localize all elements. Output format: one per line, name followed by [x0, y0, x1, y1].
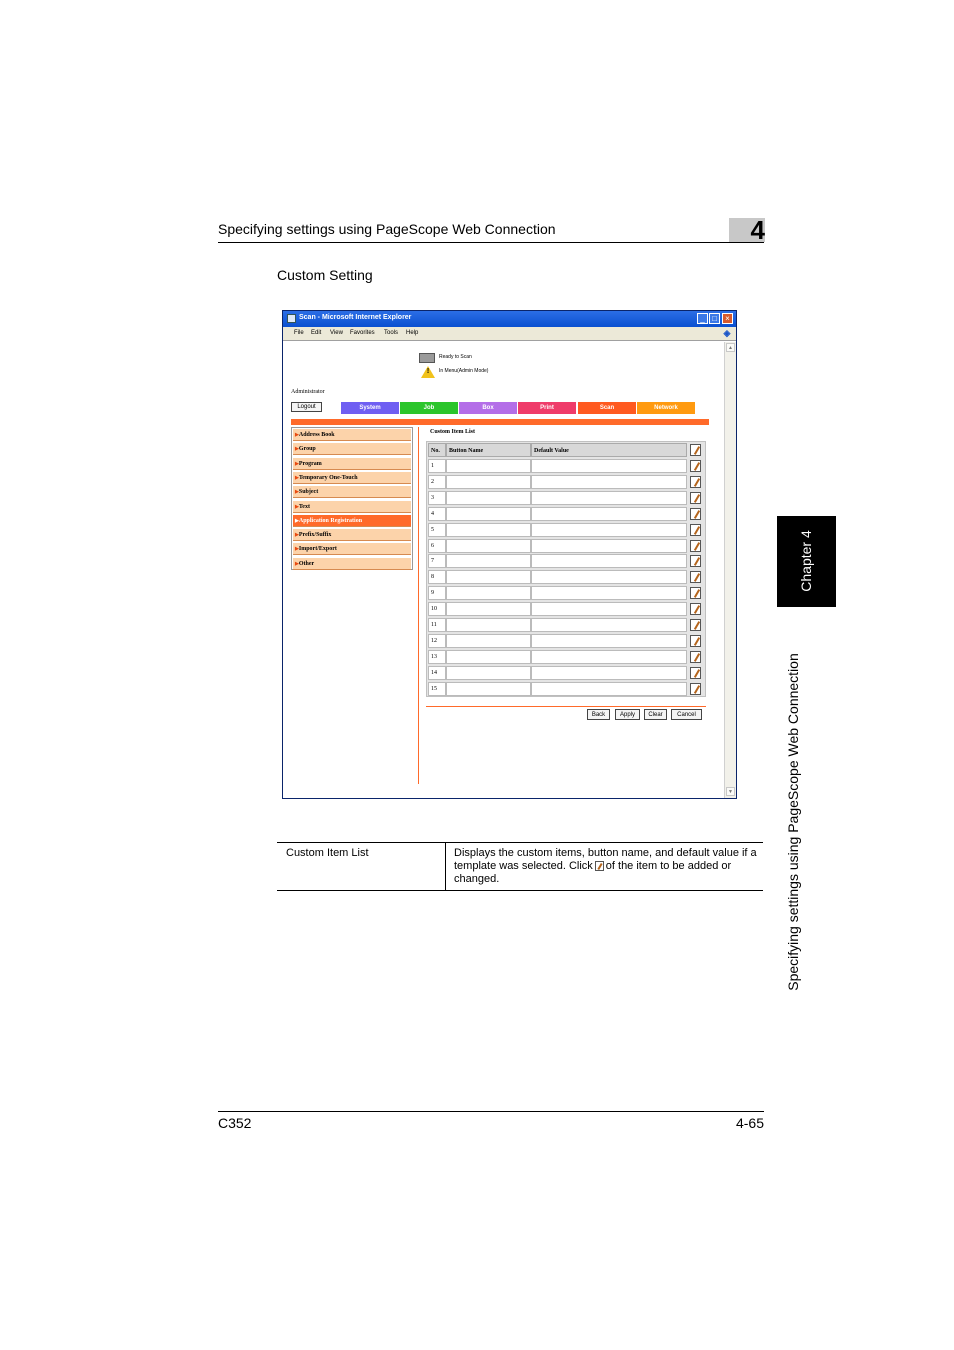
- nav-arrow-icon: ▶: [295, 533, 299, 539]
- scroll-down-icon[interactable]: ▼: [726, 787, 735, 796]
- nav-item-other[interactable]: [293, 558, 411, 570]
- column-header: No.: [428, 443, 446, 457]
- close-icon[interactable]: ×: [722, 313, 733, 324]
- edit-icon: [595, 861, 604, 871]
- default-value-cell: [531, 507, 687, 521]
- nav-arrow-icon: ▶: [295, 490, 299, 496]
- row-number: 5: [428, 523, 446, 537]
- edit-icon[interactable]: [690, 635, 701, 647]
- nav-arrow-icon: ▶: [295, 504, 299, 510]
- row-number: 15: [428, 682, 446, 696]
- clear-button[interactable]: Clear: [644, 709, 667, 720]
- button-name-cell: [446, 475, 531, 489]
- menu-tools[interactable]: Tools: [384, 330, 399, 336]
- nav-item-program[interactable]: [293, 458, 411, 470]
- row-number: 10: [428, 602, 446, 616]
- nav-item-label: Group: [298, 446, 316, 453]
- nav-arrow-icon: ▶: [295, 547, 299, 553]
- status-ready: Ready to Scan: [439, 354, 472, 360]
- button-name-cell: [446, 682, 531, 696]
- tab-print[interactable]: Print: [518, 402, 576, 414]
- back-button[interactable]: Back: [587, 709, 610, 720]
- status-mode: In Menu(Admin Mode): [439, 368, 489, 374]
- tab-scan[interactable]: Scan: [578, 402, 636, 414]
- row-number: 12: [428, 634, 446, 648]
- row-number: 7: [428, 554, 446, 568]
- nav-item-label: Temporary One-Touch: [298, 474, 358, 481]
- footer-page-number: 4-65: [735, 1115, 764, 1131]
- running-header-title: Specifying settings using PageScope Web Connection: [218, 221, 556, 237]
- row-number: 13: [428, 650, 446, 664]
- row-number: 1: [428, 459, 446, 473]
- button-name-cell: [446, 602, 531, 616]
- edit-icon[interactable]: [690, 667, 701, 679]
- minimize-icon[interactable]: _: [697, 313, 708, 324]
- button-name-cell: [446, 539, 531, 553]
- edit-icon[interactable]: [690, 508, 701, 520]
- edit-icon[interactable]: [690, 444, 701, 456]
- nav-arrow-icon: ▶: [295, 561, 299, 567]
- table-term: Custom Item List: [286, 847, 369, 859]
- section-title: Custom Setting: [277, 267, 373, 283]
- button-name-cell: [446, 634, 531, 648]
- edit-icon[interactable]: [690, 587, 701, 599]
- button-name-cell: [446, 523, 531, 537]
- nav-item-prefix-suffix[interactable]: [293, 529, 411, 541]
- nav-arrow-icon: ▶: [295, 475, 299, 481]
- edit-icon[interactable]: [690, 555, 701, 567]
- content-divider: [418, 427, 419, 784]
- edit-icon[interactable]: [690, 476, 701, 488]
- nav-item-application-registration[interactable]: [293, 515, 411, 527]
- button-name-cell: [446, 586, 531, 600]
- table-description: [454, 847, 759, 886]
- default-value-cell: [531, 523, 687, 537]
- browser-window: [282, 310, 737, 799]
- nav-item-import-export[interactable]: [293, 543, 411, 555]
- nav-item-subject[interactable]: [293, 486, 411, 498]
- default-value-cell: [531, 666, 687, 680]
- row-number: 11: [428, 618, 446, 632]
- edit-icon[interactable]: [690, 524, 701, 536]
- row-number: 4: [428, 507, 446, 521]
- menu-view[interactable]: View: [330, 330, 343, 336]
- footer-rule: [218, 1111, 764, 1112]
- row-number: 2: [428, 475, 446, 489]
- menu-help[interactable]: Help: [406, 330, 419, 336]
- button-name-cell: [446, 570, 531, 584]
- browser-menubar: [283, 327, 736, 341]
- list-title: Custom Item List: [430, 429, 475, 435]
- button-name-cell: [446, 507, 531, 521]
- logout-button[interactable]: Logout: [291, 402, 322, 412]
- edit-icon[interactable]: [690, 619, 701, 631]
- nav-item-label: Application Registration: [298, 517, 363, 524]
- default-value-cell: [531, 634, 687, 648]
- nav-arrow-icon: ▶: [295, 447, 299, 453]
- nav-item-label: Import/Export: [298, 546, 337, 553]
- nav-item-label: Address Book: [298, 432, 335, 438]
- default-value-cell: [531, 602, 687, 616]
- default-value-cell: [531, 475, 687, 489]
- scroll-up-icon[interactable]: ▲: [726, 343, 735, 352]
- column-header: Button Name: [446, 443, 531, 457]
- default-value-cell: [531, 586, 687, 600]
- menu-file[interactable]: File: [294, 330, 304, 336]
- default-value-cell: [531, 682, 687, 696]
- default-value-cell: [531, 618, 687, 632]
- default-value-cell: [531, 570, 687, 584]
- chapter-number: 4: [750, 215, 765, 245]
- row-number: 9: [428, 586, 446, 600]
- description-text-start: Displays the custom items, button name, and default value if a template was selected. Click: [454, 847, 757, 872]
- nav-item-label: Text: [298, 503, 310, 510]
- user-label: Administrator: [291, 389, 325, 395]
- edit-icon[interactable]: [690, 571, 701, 583]
- table-top-rule: [277, 842, 763, 843]
- nav-item-group[interactable]: [293, 443, 411, 455]
- vertical-scrollbar[interactable]: [724, 342, 736, 798]
- edit-icon[interactable]: [690, 540, 701, 552]
- row-number: 3: [428, 491, 446, 505]
- button-name-cell: [446, 666, 531, 680]
- table-bottom-rule: [277, 890, 763, 891]
- printer-icon: [419, 353, 435, 363]
- default-value-cell: [531, 459, 687, 473]
- row-number: 6: [428, 539, 446, 553]
- menu-favorites[interactable]: Favorites: [350, 330, 375, 336]
- table-column-divider: [445, 842, 446, 890]
- ie-page-icon: [287, 314, 296, 323]
- button-name-cell: [446, 618, 531, 632]
- header-rule: [218, 242, 764, 243]
- nav-item-label: Program: [298, 460, 322, 467]
- cancel-button[interactable]: Cancel: [671, 709, 702, 720]
- nav-item-address-book[interactable]: [293, 429, 411, 441]
- footer-model: C352: [218, 1115, 252, 1131]
- default-value-cell: [531, 491, 687, 505]
- edit-icon[interactable]: [690, 460, 701, 472]
- active-tab-bar: [291, 419, 709, 425]
- nav-arrow-icon: ▶: [295, 433, 299, 438]
- default-value-cell: [531, 539, 687, 553]
- windows-logo-icon: ◈: [721, 328, 733, 339]
- nav-arrow-icon: ▶: [295, 461, 299, 467]
- browser-titlebar: [283, 311, 736, 327]
- menu-edit[interactable]: Edit: [311, 330, 322, 336]
- nav-item-text[interactable]: [293, 501, 411, 513]
- button-name-cell: [446, 650, 531, 664]
- nav-item-label: Prefix/Suffix: [298, 532, 332, 539]
- nav-item-label: Other: [298, 560, 315, 567]
- edit-icon[interactable]: [690, 603, 701, 615]
- tab-job[interactable]: Job: [400, 402, 458, 414]
- description-text-end: of the item to be added or changed.: [454, 860, 732, 885]
- row-number: 14: [428, 666, 446, 680]
- form-rule: [426, 706, 706, 707]
- custom-item-table: [426, 441, 706, 697]
- apply-button[interactable]: Apply: [615, 709, 640, 720]
- settings-nav: [291, 427, 413, 570]
- side-tab-chapter-label: Chapter 4: [798, 530, 814, 592]
- warning-mark-icon: !: [426, 368, 430, 375]
- row-number: 8: [428, 570, 446, 584]
- column-header: Default Value: [531, 443, 687, 457]
- nav-item-label: Subject: [298, 489, 319, 496]
- tab-system[interactable]: System: [341, 402, 399, 414]
- maximize-icon[interactable]: □: [709, 313, 720, 324]
- browser-title: Scan - Microsoft Internet Explorer: [299, 314, 412, 321]
- tab-box[interactable]: Box: [459, 402, 517, 414]
- default-value-cell: [531, 650, 687, 664]
- default-value-cell: [531, 554, 687, 568]
- tab-network[interactable]: Network: [637, 402, 695, 414]
- button-name-cell: [446, 459, 531, 473]
- nav-item-temporary-one-touch[interactable]: [293, 472, 411, 484]
- button-name-cell: [446, 491, 531, 505]
- edit-icon[interactable]: [690, 683, 701, 695]
- side-tab-section-label: Specifying settings using PageScope Web Connection: [785, 653, 801, 991]
- nav-arrow-icon: ▶: [295, 518, 299, 524]
- button-name-cell: [446, 554, 531, 568]
- edit-icon[interactable]: [690, 492, 701, 504]
- edit-icon[interactable]: [690, 651, 701, 663]
